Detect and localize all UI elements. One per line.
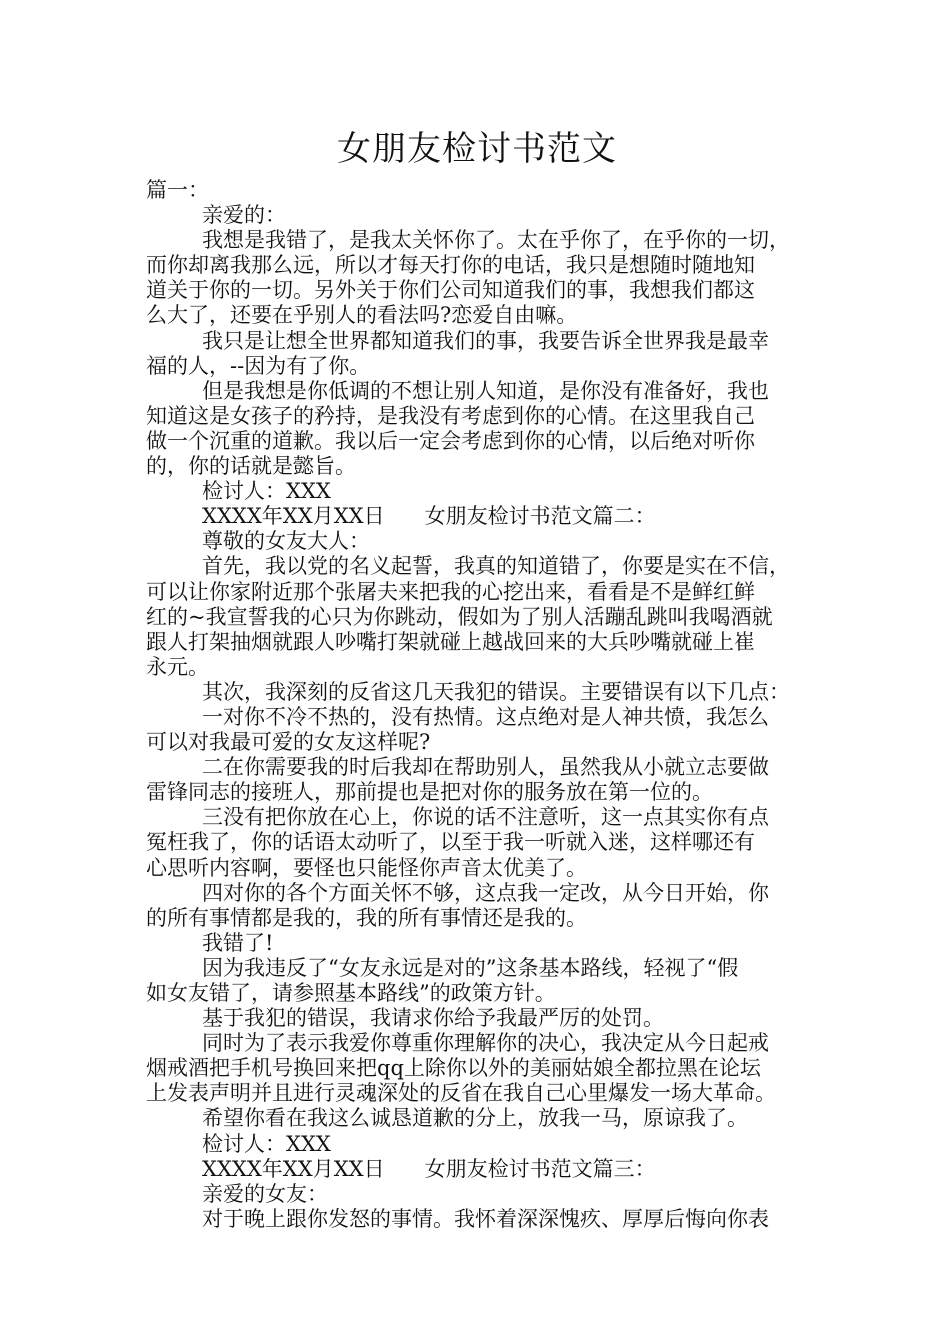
text-line [146,1157,808,1182]
text-line: 我只是让想全世界都知道我们的事，我要告诉全世界我是最幸 [202,328,769,353]
date-text: XXXX年XX月XX日 [202,1156,385,1181]
text-line: 福的人，--因为有了你。 [146,353,371,378]
text-line: 我想是我错了，是我太关怀你了。太在乎你了，在乎你的一切， [202,228,790,253]
text-line: 雷锋同志的接班人，那前提也是把对你的服务放在第一位的。 [146,780,713,805]
text-line: 心思听内容啊，要怪也只能怪你声音太优美了。 [146,855,587,880]
section-heading: 女朋友检讨书范文篇三： [424,1156,656,1181]
text-line: 首先，我以党的名义起誓，我真的知道错了，你要是实在不信， [202,554,790,579]
document-body [146,178,808,1232]
section-heading: 女朋友检讨书范文篇二： [424,504,656,529]
text-line: 跟人打架抽烟就跟人吵嘴打架就碰上越战回来的大兵吵嘴就碰上崔 [146,629,755,654]
text-line: 希望你看在我这么诚恳道歉的分上，放我一马，原谅我了。 [202,1106,748,1131]
text-line: 红的~我宣誓我的心只为你跳动，假如为了别人活蹦乱跳叫我喝酒就 [146,604,773,629]
document-page [146,128,808,1232]
text-line: 因为我违反了“女友永远是对的”这条基本路线，轻视了“假 [202,955,739,980]
document-title: 女朋友检讨书范文 [337,129,617,169]
text-line: 而你却离我那么远，所以才每天打你的电话，我只是想随时随地知 [146,253,755,278]
text-line: 对于晚上跟你发怒的事情。我怀着深深愧疚、厚厚后悔向你表 [202,1206,769,1231]
text-line: 的所有事情都是我的，我的所有事情还是我的。 [146,905,587,930]
text-line: 么大了，还要在乎别人的看法吗?恋爱自由嘛。 [146,303,578,328]
text-line: 可以对我最可爱的女友这样呢? [146,730,431,755]
text-line: 做一个沉重的道歉。我以后一定会考虑到你的心情，以后绝对听你 [146,428,755,453]
text-line: 烟戒酒把手机号换回来把qq上除你以外的美丽姑娘全都拉黑在论坛 [146,1056,761,1081]
text-line: 检讨人：XXX [202,479,331,504]
text-line: 冤枉我了，你的话语太动听了，以至于我一听就入迷，这样哪还有 [146,830,755,855]
text-line: 检讨人：XXX [202,1131,331,1156]
text-line: 可以让你家附近那个张屠夫来把我的心挖出来，看看是不是鲜红鲜 [146,579,755,604]
text-line: 的，你的话就是懿旨。 [146,454,356,479]
text-line: 永元。 [146,654,209,679]
text-line: 亲爱的女友： [202,1181,328,1206]
text-line: 我错了! [202,930,274,955]
text-line: 但是我想是你低调的不想让别人知道，是你没有准备好，我也 [202,378,769,403]
text-line: 一对你不冷不热的，没有热情。这点绝对是人神共愤，我怎么 [202,704,769,729]
text-line: 尊敬的女友大人： [202,529,370,554]
text-line: 四对你的各个方面关怀不够，这点我一定改，从今日开始，你 [202,880,769,905]
text-line: 同时为了表示我爱你尊重你理解你的决心，我决定从今日起戒 [202,1031,769,1056]
text-line: 其次，我深刻的反省这几天我犯的错误。主要错误有以下几点： [202,679,790,704]
text-line: 二在你需要我的时后我却在帮助别人，虽然我从小就立志要做 [202,755,769,780]
text-line: 亲爱的： [202,203,286,228]
text-line: 三没有把你放在心上，你说的话不注意听，这一点其实你有点 [202,805,769,830]
text-line [146,504,808,529]
text-line: 基于我犯的错误，我请求你给予我最严厉的处罚。 [202,1006,664,1031]
date-text: XXXX年XX月XX日 [202,504,385,529]
text-line: 知道这是女孩子的矜持，是我没有考虑到你的心情。在这里我自己 [146,403,755,428]
text-line: 如女友错了，请参照基本路线”的政策方针。 [146,981,556,1005]
text-line: 上发表声明并且进行灵魂深处的反省在我自己心里爆发一场大革命。 [146,1081,776,1106]
text-line: 道关于你的一切。另外关于你们公司知道我们的事，我想我们都这 [146,278,755,303]
text-line: 篇一： [146,178,209,202]
